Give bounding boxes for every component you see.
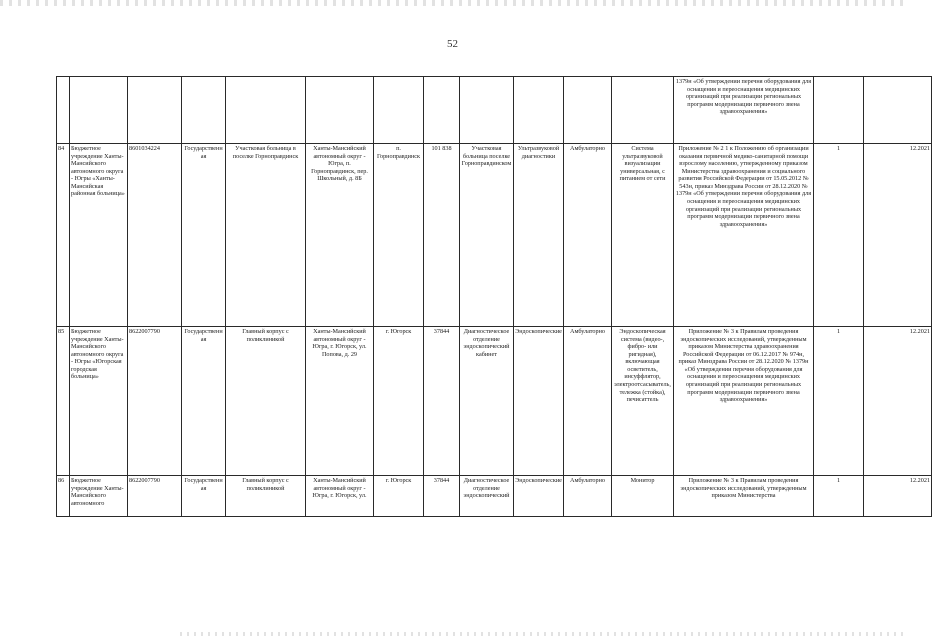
cell-building: Главный корпус с поликлиникой (226, 327, 306, 476)
cell-oktmo-text: 37844 (433, 477, 450, 484)
cell-inn: 8601034224 (128, 144, 182, 327)
page-number: 52 (447, 38, 458, 50)
cell-date: 12.2021 (864, 327, 932, 476)
cell-locality: г. Югорск (374, 327, 424, 476)
cell-care-type: Амбулаторно (564, 144, 612, 327)
cell-quantity-text: 1 (836, 477, 841, 484)
cell-inn: 8622007790 (128, 327, 182, 476)
table-row (57, 327, 932, 476)
cell-address-text: Ханты-Мансийский автономный округ - Югра, г. Югорск, ул. (312, 477, 367, 500)
cell-care-type: Амбулаторно (564, 327, 612, 476)
cell-equipment-text: Монитор (630, 477, 655, 484)
cell-oktmo (424, 476, 460, 517)
cell-legal-basis: 1379н «Об утверждении перечня оборудования для оснащения и переоснащения медицинских организаций при реализации региональных программ модернизации первичного звена здравоохранения» (674, 77, 814, 144)
equipment-table (56, 76, 932, 517)
cell-legal-basis (674, 476, 814, 517)
cell-date: 12.2021 (864, 144, 932, 327)
cell-profile: Эндоскопические (514, 327, 564, 476)
cell-care-type-text: Амбулаторно (569, 477, 605, 484)
cell-equipment (612, 476, 674, 517)
cell-ownership: Государственная (182, 144, 226, 327)
cell-org (70, 476, 128, 517)
cell-division-text: Диагностическое отделение эндоскопический (463, 477, 510, 500)
cell-empty (864, 77, 932, 144)
cell-locality: п. Горноправдинск (374, 144, 424, 327)
cell-address (306, 476, 374, 517)
cell-quantity: 1 (814, 327, 864, 476)
cell-num: 84 (57, 144, 70, 327)
cell-profile-text: Эндоскопические (515, 477, 562, 484)
cell-equipment: Система ультразвуковой визуализации универсальная, с питанием от сети (612, 144, 674, 327)
table-row (57, 476, 932, 517)
cell-address: Ханты-Мансийский автономный округ - Югра, г. Югорск, ул. Попова, д. 29 (306, 327, 374, 476)
cell-org-text: Бюджетное учреждение Ханты-Мансийского автономного (71, 477, 124, 507)
cell-ownership: Государственная (182, 327, 226, 476)
cell-address: Ханты-Мансийский автономный округ - Югра, п. Горноправдинск, пер. Школьный, д. 8Б (306, 144, 374, 327)
cell-empty (814, 77, 864, 144)
table-row (57, 144, 932, 327)
cell-oktmo: 37844 (424, 327, 460, 476)
cell-profile: Ультразвуковой диагностики (514, 144, 564, 327)
cell-division: Диагностическое отделение эндоскопический кабинет (460, 327, 514, 476)
cell-num-text: 86 (58, 477, 65, 484)
cell-care-type (564, 476, 612, 517)
cell-ownership (182, 476, 226, 517)
cell-equipment: Эндоскопическая система (видео-, фибро- или ригидная), включающая осветитель, инсуффлятор, электроотсасыватель, тележка (стойка), печисаттель (612, 327, 674, 476)
cell-building-text: Главный корпус с поликлиникой (242, 477, 289, 492)
cell-quantity: 1 (814, 144, 864, 327)
cell-empty (306, 77, 374, 144)
cell-division (460, 476, 514, 517)
cell-empty (70, 77, 128, 144)
cell-legal-basis: Приложение № 2 1 к Положению об организации оказания первичной медико-санитарной помощи взрослому населению, утвержденному приказом Министерства здравоохранения и социального развития Российской Федерации от 15.05.2012 № 543н, приказ Минздрава России от 28.12.2020 № 1379н «Об утверждении перечня оборудования для оснащения и переоснащения медицинских организаций при реализации региональных программ модернизации первичного звена здравоохранения» (674, 144, 814, 327)
cell-org: Бюджетное учреждение Ханты-Мансийского автономного округа - Югры «Ханты-Мансийская районная больница» (70, 144, 128, 327)
scan-edge-top (0, 0, 905, 6)
scan-edge-bottom (180, 632, 905, 636)
cell-empty (128, 77, 182, 144)
cell-date (864, 476, 932, 517)
cell-empty (57, 77, 70, 144)
cell-ownership-text: Государственная (184, 477, 223, 492)
cell-empty (182, 77, 226, 144)
cell-locality (374, 476, 424, 517)
cell-oktmo: 101 838 (424, 144, 460, 327)
cell-empty (374, 77, 424, 144)
cell-profile (514, 476, 564, 517)
cell-inn (128, 476, 182, 517)
table-row-continuation (57, 77, 932, 144)
cell-legal-basis-text: Приложение № 3 к Правилам проведения эндоскопических исследований, утвержденным приказом Министерства (680, 477, 807, 500)
cell-legal-basis: Приложение № 3 к Правилам проведения эндоскопических исследований, утвержденным приказом Министерства здравоохранения Российской Федерации от 06.12.2017 № 974н, приказ Минздрава России от 28.12.2020 № 1379н «Об утверждении перечня оборудования для оснащения и переоснащения медицинских организаций при реализации региональных программ модернизации первичного звена здравоохранения» (674, 327, 814, 476)
cell-num (57, 476, 70, 517)
cell-quantity (814, 476, 864, 517)
cell-locality-text: г. Югорск (385, 477, 412, 484)
cell-empty (612, 77, 674, 144)
cell-empty (564, 77, 612, 144)
cell-division: Участковая больница поселке Горноправдинском (460, 144, 514, 327)
cell-date-text: 12.2021 (909, 477, 930, 484)
cell-empty (424, 77, 460, 144)
cell-empty (460, 77, 514, 144)
cell-building: Участковая больница в поселке Горноправдинск (226, 144, 306, 327)
cell-num: 85 (57, 327, 70, 476)
cell-inn-text: 8622007790 (129, 477, 160, 484)
cell-org: Бюджетное учреждение Ханты-Мансийского автономного округа - Югры «Югорская городская больница» (70, 327, 128, 476)
cell-empty (226, 77, 306, 144)
cell-building (226, 476, 306, 517)
cell-empty (514, 77, 564, 144)
